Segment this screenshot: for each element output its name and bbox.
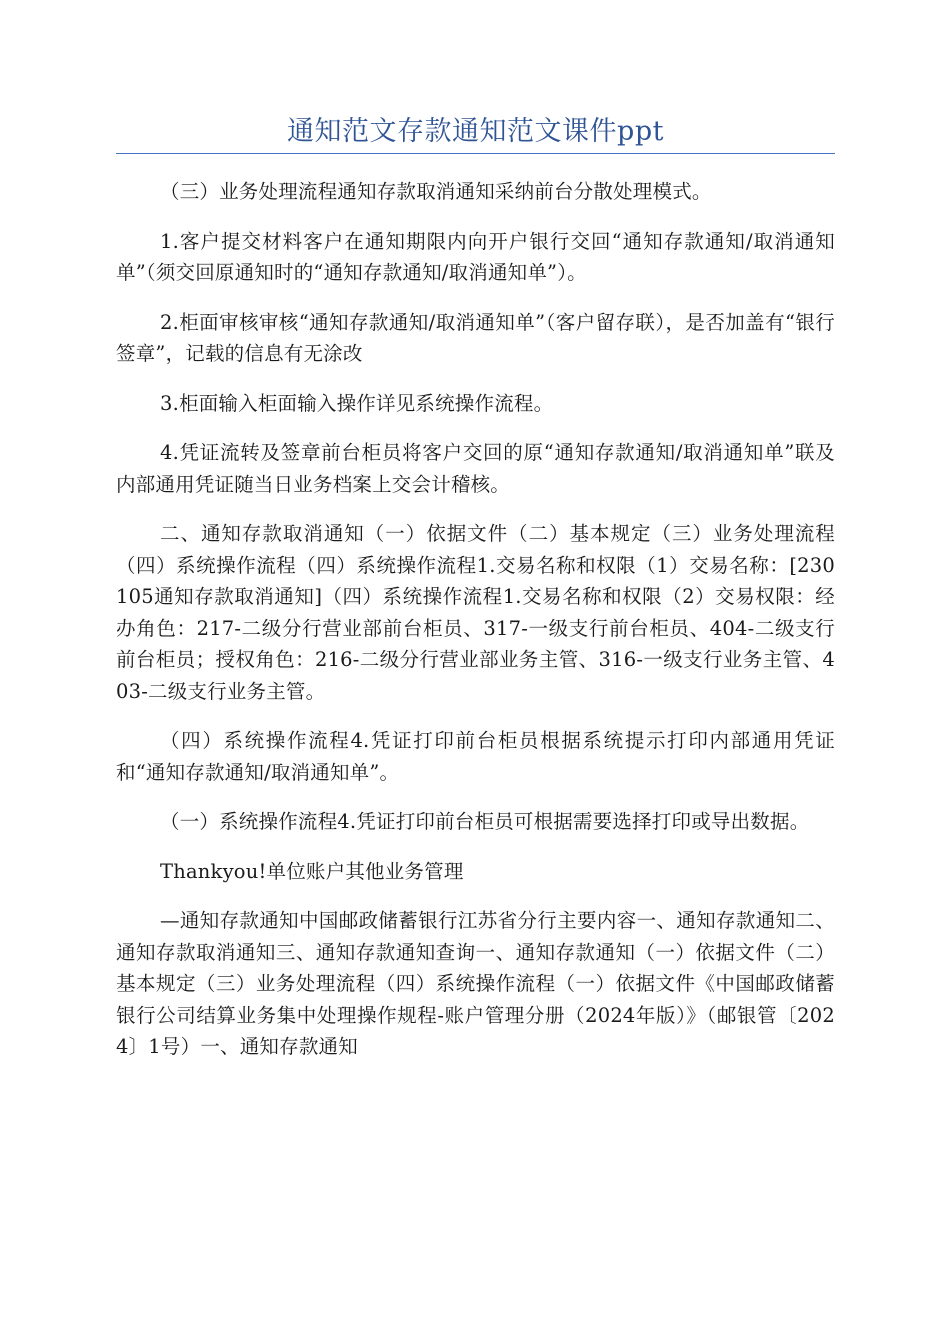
paragraph-step-3: 3.柜面输入柜面输入操作详见系统操作流程。 <box>160 391 554 415</box>
document-body <box>116 176 835 1081</box>
paragraph-step-1: 1.客户提交材料客户在通知期限内向开户银行交回“通知存款通知/取消通知单”（须交回原通知时的“通知存款通知/取消通知单”）。 <box>116 229 835 284</box>
title-underline <box>116 153 835 154</box>
paragraph-step-2: 2.柜面审核审核“通知存款通知/取消通知单”（客户留存联），是否加盖有“银行签章”，记载的信息有无涂改 <box>116 310 835 365</box>
paragraph-step-4: 4.凭证流转及签章前台柜员将客户交回的原“通知存款通知/取消通知单”联及内部通用凭证随当日业务档案上交会计稽核。 <box>116 441 835 496</box>
paragraph-thankyou: Thankyou!单位账户其他业务管理 <box>160 859 464 883</box>
paragraph-print-export: （一）系统操作流程4.凭证打印前台柜员可根据需要选择打印或导出数据。 <box>160 810 810 833</box>
paragraph-voucher-print: （四）系统操作流程4.凭证打印前台柜员根据系统提示打印内部通用凭证和“通知存款通知/取消通知单”。 <box>116 729 835 784</box>
paragraph-contents: —通知存款通知中国邮政储蓄银行江苏省分行主要内容一、通知存款通知二、通知存款取消通知三、通知存款通知查询一、通知存款通知（一）依据文件（二）基本规定（三）业务处理流程（四）系统操作流程（一）依据文件《中国邮政储蓄银行公司结算业务集中处理操作规程-账户管理分册（2024年版）》（邮银管〔2024〕1号）一、通知存款通知 <box>116 909 835 1058</box>
document-title: 通知范文存款通知范文课件ppt <box>287 116 664 147</box>
paragraph-business-process: （三）业务处理流程通知存款取消通知采纳前台分散处理模式。 <box>160 180 712 203</box>
paragraph-cancel-notice: 二、通知存款取消通知（一）依据文件（二）基本规定（三）业务处理流程（四）系统操作流程（四）系统操作流程1.交易名称和权限（1）交易名称：[230105通知存款取消通知]（四）系统操作流程1.交易名称和权限（2）交易权限：经办角色：217-二级分行营业部前台柜员、317-一级支行前台柜员、404-二级支行前台柜员；授权角色：216-二级分行营业部业务主管、316-一级支行业务主管、403-二级支行业务主管。 <box>116 522 835 703</box>
